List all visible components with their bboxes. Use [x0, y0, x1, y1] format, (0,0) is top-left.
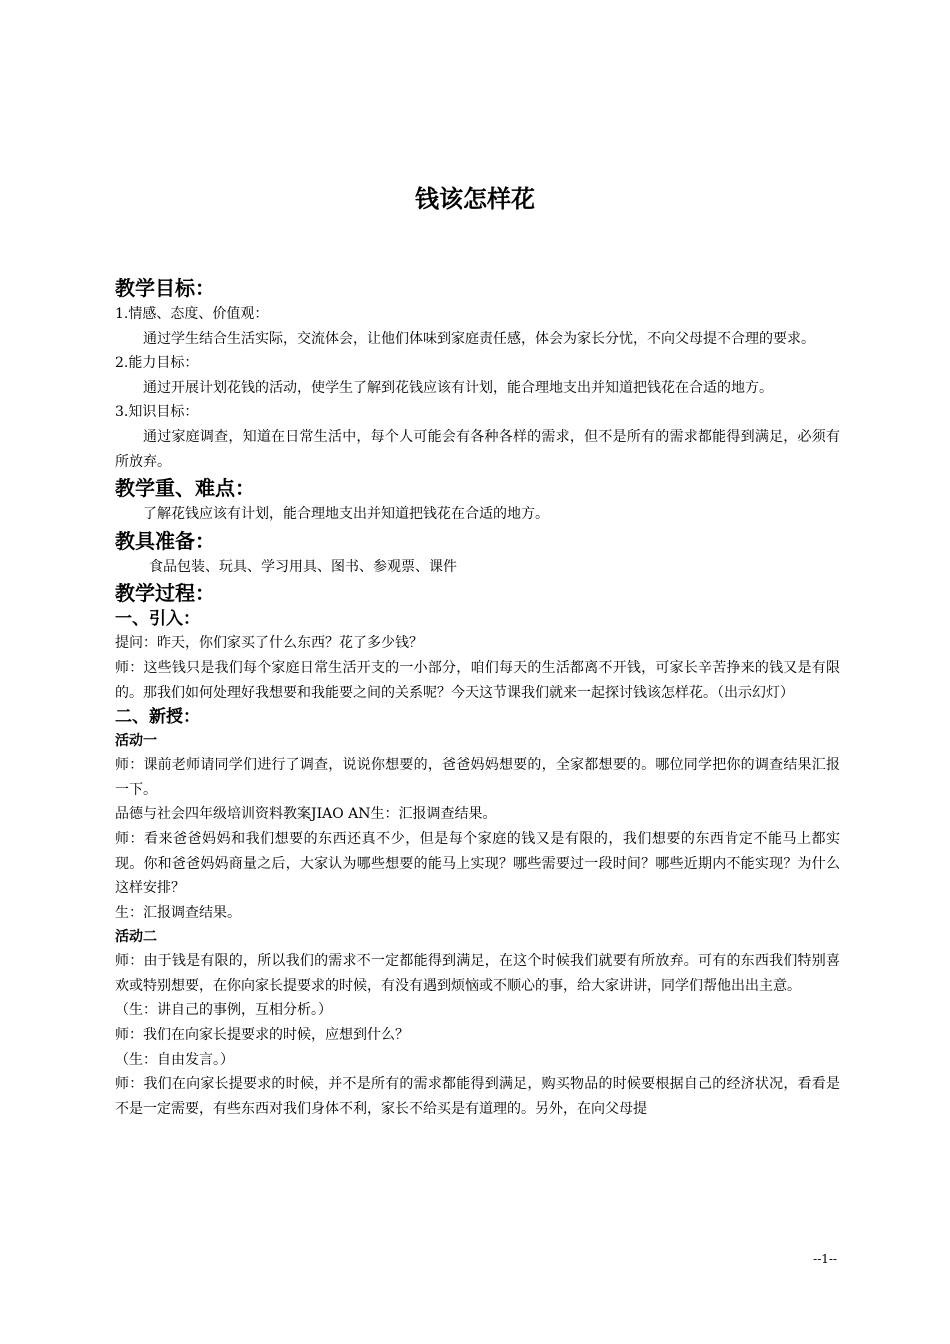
goal2-text: 通过开展计划花钱的活动，使学生了解到花钱应该有计划，能合理地支出并知道把钱花在合适的地方。 [143, 379, 773, 396]
page-title: 钱该怎样花 [415, 185, 535, 213]
key-points-heading: 教学重、难点： [115, 476, 255, 501]
part1-teacher-text: 师：这些钱只是我们每个家庭日常生活开支的一小部分，咱们每天的生活都离不开钱，可家长辛苦挣来的钱又是有限的。那我们如何处理好我想要和我能要之间的关系呢？今天这节课我们就来一起探讨钱该怎样花。（出示幻灯） [115, 659, 840, 701]
key-points-text: 了解花钱应该有计划，能合理地支出并知道把钱花在合适的地方。 [143, 506, 549, 523]
tools-text: 食品包装、玩具、学习用具、图书、参观票、课件 [149, 558, 457, 575]
activity2-paragraph: （生：自由发言。） [115, 1051, 234, 1068]
document-body [115, 274, 840, 1121]
activity1-paragraph: 师：看来爸爸妈妈和我们想要的东西还真不少，但是每个家庭的钱又是有限的，我们想要的东西肯定不能马上都实现。你和爸爸妈妈商量之后，大家认为哪些想要的能马上实现？哪些需要过一段时间？哪些近期内不能实现？为什么这样安排？ [115, 830, 840, 897]
tools-heading: 教具准备： [115, 528, 215, 553]
goals-heading: 教学目标： [115, 276, 215, 300]
activity1-paragraph: 生：汇报调查结果。 [115, 904, 241, 921]
activity2-paragraph: （生：讲自己的事例，互相分析。） [115, 1002, 332, 1019]
page-number: --1-- [813, 1252, 837, 1266]
process-heading: 教学过程： [115, 581, 215, 606]
activity1-paragraph: 品德与社会四年级培训资料教案JIAO AN生：汇报调查结果。 [115, 806, 497, 823]
goal2-label: 2.能力目标： [115, 355, 199, 372]
activity2-paragraph: 师：由于钱是有限的，所以我们的需求不一定都能得到满足，在这个时候我们就要有所放弃。可有的东西我们特别喜欢或特别想要，在你向家长提要求的时候，有没有遇到烦恼或不顺心的事，给大家讲讲，同学们帮他出出主意。 [115, 953, 840, 994]
part1-heading: 一、引入： [115, 609, 200, 630]
activity1-heading: 活动一 [115, 733, 157, 750]
part2-heading: 二、新授： [115, 707, 200, 728]
goal1-label: 1.情感、态度、价值观： [115, 306, 269, 322]
goal3-label: 3.知识目标： [115, 404, 199, 421]
activity2-heading: 活动二 [115, 929, 157, 946]
activity2-paragraph: 师：我们在向家长提要求的时候，应想到什么？ [115, 1027, 409, 1044]
activity1-paragraph: 师：课前老师请同学们进行了调查，说说你想要的，爸爸妈妈想要的，全家都想要的。哪位同学把你的调查结果汇报一下。 [115, 757, 840, 798]
activity2-paragraph: 师：我们在向家长提要求的时候，并不是所有的需求都能得到满足，购买物品的时候要根据自己的经济状况，看看是不是一定需要，有些东西对我们身体不利，家长不给买是有道理的。另外，在向父母提 [115, 1076, 840, 1117]
goal1-text: 通过学生结合生活实际，交流体会，让他们体味到家庭责任感，体会为家长分忧，不向父母提不合理的要求。 [143, 330, 815, 347]
goal3-text: 通过家庭调查，知道在日常生活中，每个人可能会有各种各样的需求，但不是所有的需求都能得到满足，必须有所放弃。 [115, 428, 840, 470]
part1-question: 提问：昨天，你们家买了什么东西？花了多少钱？ [115, 635, 423, 652]
